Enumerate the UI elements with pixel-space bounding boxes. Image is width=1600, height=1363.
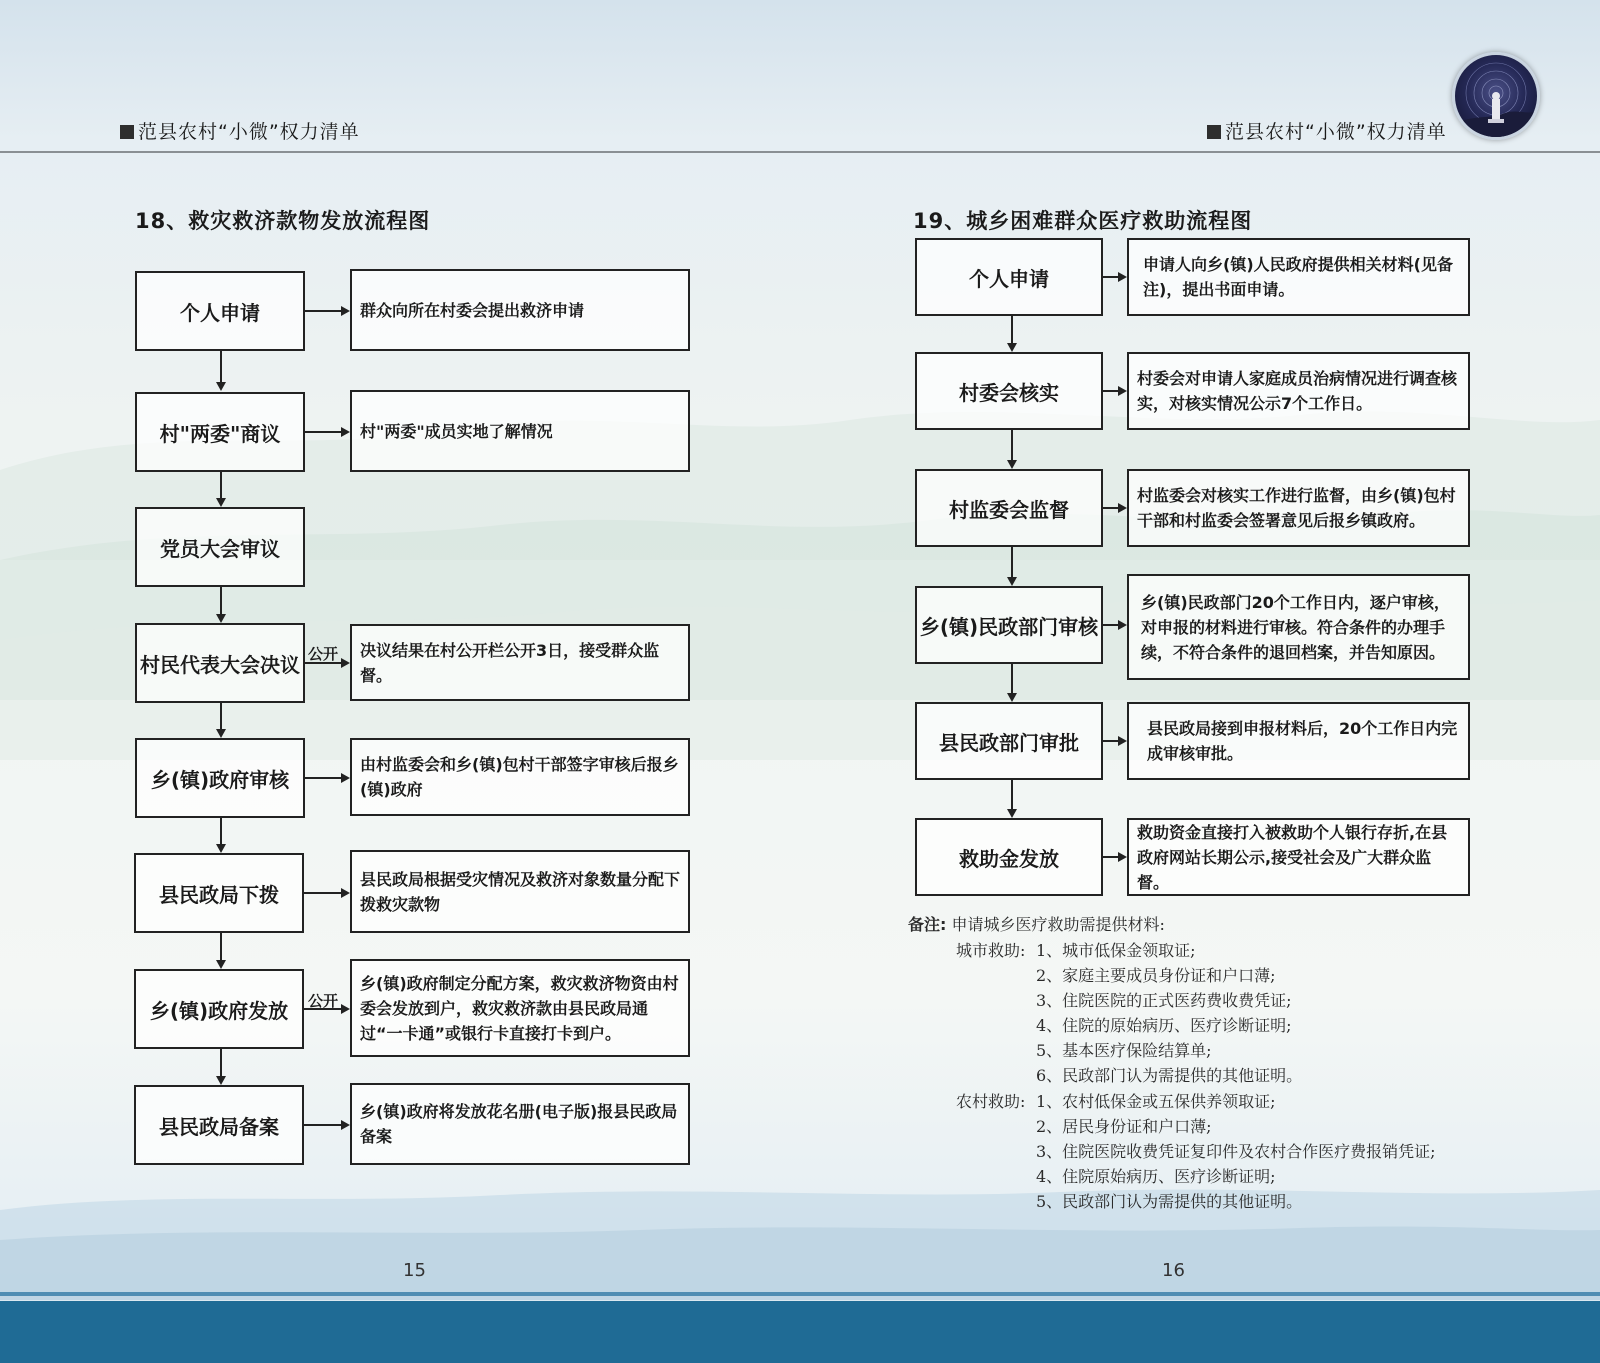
arrow-down-icon xyxy=(1007,693,1017,702)
footer-line xyxy=(0,1292,1600,1296)
notes-rural-item: 2、居民身份证和户口薄; xyxy=(1036,1117,1212,1136)
arrow-down-icon xyxy=(1007,343,1017,352)
notes-city-item: 6、民政部门认为需提供的其他证明。 xyxy=(1036,1066,1303,1085)
arrow-right-icon xyxy=(341,1004,350,1014)
notes-city-item: 1、城市低保金领取证; xyxy=(1036,941,1196,960)
notes-city-item: 3、住院医院的正式医药费收费凭证; xyxy=(1036,991,1292,1010)
arrow-down-icon xyxy=(216,498,226,507)
chart19-title: 19、城乡困难群众医疗救助流程图 xyxy=(913,209,1253,233)
page-number-left: 15 xyxy=(403,1260,426,1281)
notes-city-label: 城市救助: xyxy=(956,941,1026,960)
c18-flow-5 xyxy=(220,818,222,844)
notes-rural-label: 农村救助: xyxy=(956,1092,1026,1111)
header-right-title: 范县农村“小微”权力清单 xyxy=(1225,121,1447,143)
footer-band xyxy=(0,1301,1600,1363)
c18-link-6 xyxy=(304,892,341,894)
c18-step-7: 乡(镇)政府发放 xyxy=(134,969,304,1049)
arrow-right-icon xyxy=(1118,852,1127,862)
arrow-down-icon xyxy=(216,960,226,969)
c19-step-6: 救助金发放 xyxy=(915,818,1103,896)
c18-step-6: 县民政局下拨 xyxy=(134,853,304,933)
arrow-down-icon xyxy=(1007,460,1017,469)
c18-desc-8: 乡(镇)政府将发放花名册(电子版)报县民政局备案 xyxy=(350,1083,690,1165)
c18-link-2 xyxy=(305,431,341,433)
c18-flow-7 xyxy=(220,1049,222,1076)
c18-link-8 xyxy=(304,1124,341,1126)
c18-flow-6 xyxy=(220,933,222,960)
header-left xyxy=(120,117,360,144)
c18-flow-3 xyxy=(220,587,222,614)
c18-flow-2 xyxy=(220,472,222,498)
c19-desc-2: 村委会对申请人家庭成员治病情况进行调查核实，对核实情况公示7个工作日。 xyxy=(1127,352,1470,430)
square-bullet-icon xyxy=(1207,125,1221,139)
c18-link-5 xyxy=(305,777,341,779)
notes-rural-item: 1、农村低保金或五保供养领取证; xyxy=(1036,1092,1276,1111)
c18-desc-7: 乡(镇)政府制定分配方案，救灾救济物资由村委会发放到户，救灾救济款由县民政局通过“一卡通”或银行卡直接打卡到户。 xyxy=(350,959,690,1057)
notes-city-item: 4、住院的原始病历、医疗诊断证明; xyxy=(1036,1016,1292,1035)
c18-public-tag-4: 公开 xyxy=(308,645,339,663)
c19-link-4 xyxy=(1103,624,1118,626)
arrow-down-icon xyxy=(216,382,226,391)
page-number-right: 16 xyxy=(1162,1260,1185,1281)
c19-desc-1: 申请人向乡(镇)人民政府提供相关材料(见备注)，提出书面申请。 xyxy=(1127,238,1470,316)
arrow-right-icon xyxy=(1118,503,1127,513)
c19-flow-1 xyxy=(1011,316,1013,343)
c19-step-1: 个人申请 xyxy=(915,238,1103,316)
arrow-down-icon xyxy=(216,1076,226,1085)
c18-step-2: 村"两委"商议 xyxy=(135,392,305,472)
arrow-right-icon xyxy=(341,888,350,898)
star-trail-statue-icon xyxy=(1455,55,1537,137)
arrow-right-icon xyxy=(341,658,350,668)
c18-public-tag-7: 公开 xyxy=(308,992,339,1010)
c19-flow-3 xyxy=(1011,547,1013,577)
header-right xyxy=(1207,117,1447,144)
notes-city-item: 2、家庭主要成员身份证和户口薄; xyxy=(1036,966,1276,985)
arrow-right-icon xyxy=(1118,736,1127,746)
c19-step-2: 村委会核实 xyxy=(915,352,1103,430)
chart18-title: 18、救灾救济款物发放流程图 xyxy=(135,209,431,233)
arrow-right-icon xyxy=(341,427,350,437)
notes-rural-item: 3、住院医院收费凭证复印件及农村合作医疗费报销凭证; xyxy=(1036,1142,1436,1161)
c19-flow-4 xyxy=(1011,664,1013,693)
arrow-down-icon xyxy=(216,729,226,738)
c18-desc-2: 村"两委"成员实地了解情况 xyxy=(350,390,690,472)
c18-step-4: 村民代表大会决议 xyxy=(135,623,305,703)
notes-city-item: 5、基本医疗保险结算单; xyxy=(1036,1041,1212,1060)
notes-label: 备注: xyxy=(908,915,947,934)
notes-intro: 申请城乡医疗救助需提供材料: xyxy=(951,915,1165,934)
c19-step-4: 乡(镇)民政部门审核 xyxy=(915,586,1103,664)
arrow-right-icon xyxy=(341,1120,350,1130)
c19-step-3: 村监委会监督 xyxy=(915,469,1103,547)
c19-link-5 xyxy=(1103,740,1118,742)
header-divider xyxy=(0,151,1600,153)
logo-emblem xyxy=(1452,52,1540,140)
c18-step-3: 党员大会审议 xyxy=(135,507,305,587)
arrow-right-icon xyxy=(341,773,350,783)
square-bullet-icon xyxy=(120,125,134,139)
notes-intro-row xyxy=(908,912,1165,935)
arrow-right-icon xyxy=(341,306,350,316)
c19-flow-2 xyxy=(1011,430,1013,460)
c19-link-1 xyxy=(1103,276,1118,278)
arrow-right-icon xyxy=(1118,620,1127,630)
c18-step-8: 县民政局备案 xyxy=(134,1085,304,1165)
c19-link-3 xyxy=(1103,507,1118,509)
c18-desc-6: 县民政局根据受灾情况及救济对象数量分配下拨救灾款物 xyxy=(350,850,690,933)
c18-flow-1 xyxy=(220,351,222,382)
c19-desc-6: 救助资金直接打入被救助个人银行存折,在县政府网站长期公示,接受社会及广大群众监督。 xyxy=(1127,818,1470,896)
c19-desc-5: 县民政局接到申报材料后，20个工作日内完成审核审批。 xyxy=(1127,702,1470,780)
arrow-down-icon xyxy=(216,844,226,853)
c18-step-1: 个人申请 xyxy=(135,271,305,351)
header-left-title: 范县农村“小微”权力清单 xyxy=(138,121,360,143)
arrow-down-icon xyxy=(1007,809,1017,818)
c19-flow-5 xyxy=(1011,780,1013,809)
arrow-down-icon xyxy=(216,614,226,623)
c18-desc-1: 群众向所在村委会提出救济申请 xyxy=(350,269,690,351)
c18-link-1 xyxy=(305,310,341,312)
arrow-down-icon xyxy=(1007,577,1017,586)
arrow-right-icon xyxy=(1118,272,1127,282)
c19-step-5: 县民政部门审批 xyxy=(915,702,1103,780)
c19-desc-4: 乡(镇)民政部门20个工作日内，逐户审核，对申报的材料进行审核。符合条件的办理手续，不符合条件的退回档案，并告知原因。 xyxy=(1127,574,1470,680)
notes-rural-item: 5、民政部门认为需提供的其他证明。 xyxy=(1036,1192,1303,1211)
notes-rural-item: 4、住院原始病历、医疗诊断证明; xyxy=(1036,1167,1276,1186)
c19-link-2 xyxy=(1103,390,1118,392)
arrow-right-icon xyxy=(1118,386,1127,396)
c18-desc-5: 由村监委会和乡(镇)包村干部签字审核后报乡(镇)政府 xyxy=(350,738,690,816)
c18-step-5: 乡(镇)政府审核 xyxy=(135,738,305,818)
c19-desc-3: 村监委会对核实工作进行监督，由乡(镇)包村干部和村监委会签署意见后报乡镇政府。 xyxy=(1127,469,1470,547)
c19-link-6 xyxy=(1103,856,1118,858)
c18-desc-4: 决议结果在村公开栏公开3日，接受群众监督。 xyxy=(350,624,690,701)
c18-flow-4 xyxy=(220,703,222,729)
